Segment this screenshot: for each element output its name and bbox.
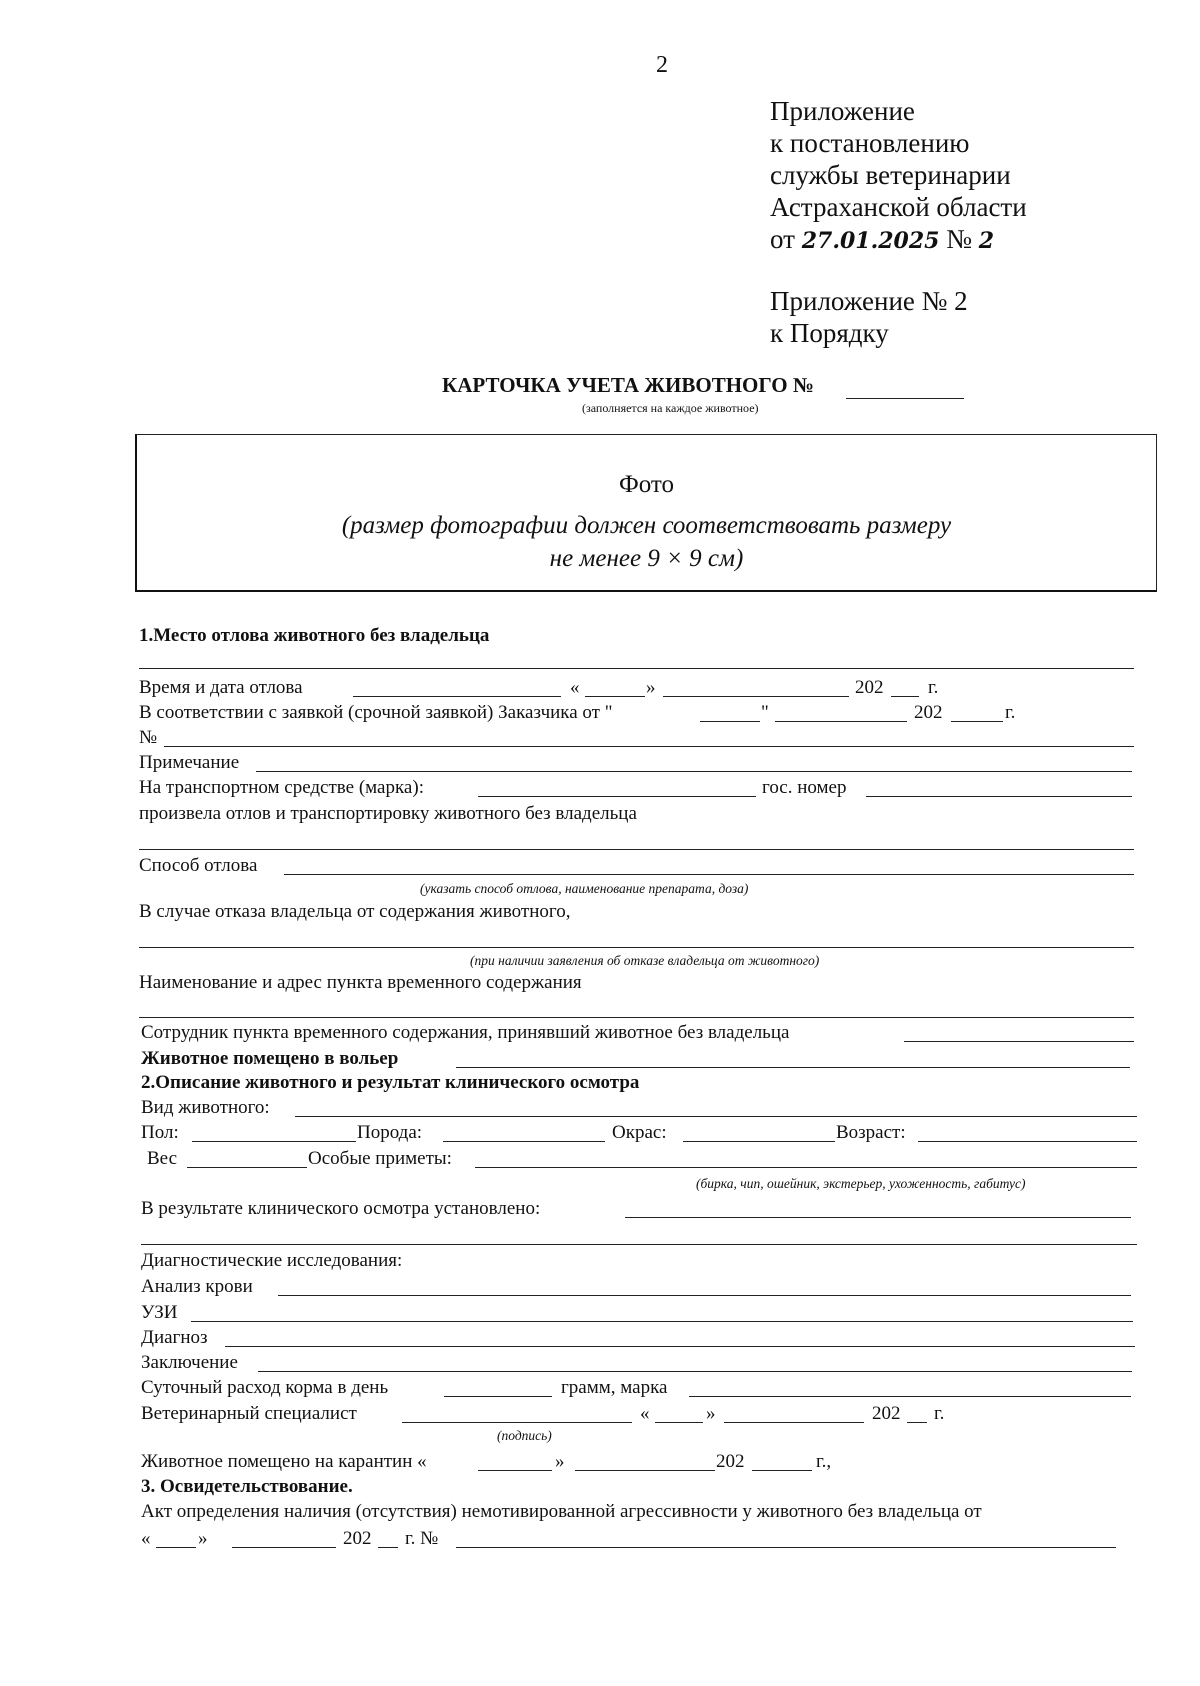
- weight-field-line: [187, 1167, 307, 1168]
- quote-open: «: [570, 677, 580, 698]
- age-field-line: [918, 1141, 1137, 1142]
- section2-heading: 2.Описание животного и результат клинического осмотра: [141, 1072, 640, 1093]
- exam-label: В результате клинического осмотра установлено:: [141, 1198, 541, 1219]
- number-label: №: [946, 224, 972, 254]
- gos-field-line: [866, 796, 1132, 797]
- quarantine-day-line: [478, 1470, 552, 1471]
- year-suffix: г.: [934, 1403, 945, 1424]
- request-year-line: [951, 721, 1003, 722]
- transport-label: На транспортном средстве (марка):: [139, 777, 424, 798]
- feed-label: Суточный расход корма в день: [141, 1377, 389, 1398]
- exam-field-line: [625, 1217, 1131, 1218]
- appendix-line: к постановлению: [770, 128, 970, 158]
- photo-note-line: (размер фотографии должен соответствовать размеру: [341, 512, 952, 539]
- time-field-line: [353, 696, 561, 697]
- species-field-line: [295, 1116, 1137, 1117]
- date-prefix: от: [770, 224, 795, 254]
- conclusion-field-line: [258, 1371, 1132, 1372]
- blood-field-line: [278, 1295, 1131, 1296]
- uzi-label: УЗИ: [141, 1302, 178, 1323]
- quarantine-month-line: [575, 1470, 715, 1471]
- method-field-line: [284, 874, 1134, 875]
- enclosure-field-line: [456, 1067, 1130, 1068]
- act-suffix: г. №: [405, 1528, 439, 1549]
- enclosure-label: Животное помещено в вольер: [141, 1048, 399, 1069]
- day-field-line: [585, 696, 645, 697]
- transport-field-line: [478, 796, 756, 797]
- weight-label: Вес: [147, 1148, 178, 1169]
- quote-open: «: [141, 1528, 151, 1549]
- sex-label: Пол:: [141, 1122, 179, 1143]
- quarantine-label: Животное помещено на карантин «: [141, 1451, 427, 1472]
- quote-close: »: [198, 1528, 208, 1549]
- feed-brand-line: [689, 1396, 1131, 1397]
- method-hint: (указать способ отлова, наименование препарата, доза): [420, 881, 749, 896]
- refusal-text: В случае отказа владельца от содержания животного,: [139, 901, 571, 922]
- number-sign: №: [139, 727, 158, 748]
- blood-label: Анализ крови: [141, 1276, 253, 1297]
- quarantine-year-line: [752, 1470, 812, 1471]
- request-month-line: [775, 721, 907, 722]
- shelter-field-line: [139, 1017, 1134, 1018]
- uzi-field-line: [191, 1321, 1133, 1322]
- quote-close: »: [706, 1403, 716, 1424]
- year-prefix: 202: [914, 702, 943, 723]
- year-prefix: 202: [855, 677, 884, 698]
- number-field-line: [164, 746, 1134, 747]
- blank-line: [139, 849, 1134, 850]
- year-prefix: 202: [343, 1528, 372, 1549]
- appendix-line: Астраханской области: [770, 192, 1027, 222]
- quote-open: «: [640, 1403, 650, 1424]
- conclusion-label: Заключение: [141, 1352, 238, 1373]
- vet-year-line: [907, 1422, 927, 1423]
- quote-close: »: [646, 677, 656, 698]
- exam-field-line-2: [141, 1244, 1137, 1245]
- card-number-line: [846, 398, 964, 399]
- diagnosis-label: Диагноз: [141, 1327, 208, 1348]
- gos-label: гос. номер: [762, 777, 847, 798]
- act-day-line: [156, 1547, 196, 1548]
- method-label: Способ отлова: [139, 855, 258, 876]
- feed-mid: грамм, марка: [561, 1377, 668, 1398]
- vet-month-line: [724, 1422, 864, 1423]
- breed-field-line: [443, 1141, 605, 1142]
- quarantine-suffix: г.,: [816, 1451, 832, 1472]
- photo-title: Фото: [618, 471, 675, 498]
- diagnosis-field-line: [225, 1346, 1135, 1347]
- marks-label: Особые приметы:: [308, 1148, 452, 1169]
- quote-close: ": [761, 702, 769, 723]
- handwritten-number: 2: [978, 228, 995, 254]
- diagnostics-label: Диагностические исследования:: [141, 1250, 403, 1271]
- breed-label: Порода:: [357, 1122, 423, 1143]
- vet-label: Ветеринарный специалист: [141, 1403, 357, 1424]
- shelter-label: Наименование и адрес пункта временного содержания: [139, 972, 582, 993]
- appendix2-block: [770, 285, 968, 349]
- year-prefix: 202: [716, 1451, 745, 1472]
- vet-signature-line: [402, 1422, 632, 1423]
- note-label: Примечание: [139, 752, 240, 773]
- card-subtitle: (заполняется на каждое животное): [582, 401, 759, 415]
- request-day-line: [700, 721, 760, 722]
- produced-text: произвела отлов и транспортировку животного без владельца: [139, 803, 637, 824]
- act-year-line: [378, 1547, 398, 1548]
- year-field-line: [891, 696, 919, 697]
- photo-note: [137, 509, 1156, 575]
- employee-field-line: [904, 1041, 1134, 1042]
- marks-field-line: [475, 1167, 1137, 1168]
- act-text: Акт определения наличия (отсутствия) немотивированной агрессивности у животного без владельца от: [141, 1501, 982, 1522]
- color-field-line: [683, 1141, 835, 1142]
- signature-hint: (подпись): [497, 1428, 552, 1443]
- appendix-line: Приложение: [770, 96, 915, 126]
- employee-label: Сотрудник пункта временного содержания, принявший животное без владельца: [141, 1022, 790, 1043]
- color-label: Окрас:: [612, 1122, 667, 1143]
- age-label: Возраст:: [836, 1122, 906, 1143]
- request-label: В соответствии с заявкой (срочной заявкой) Заказчика от ": [139, 702, 613, 723]
- handwritten-date: 27.01.2025: [801, 228, 940, 254]
- year-suffix: г.: [1005, 702, 1016, 723]
- section3-heading: 3. Освидетельствование.: [141, 1476, 353, 1497]
- year-prefix: 202: [872, 1403, 901, 1424]
- act-number-line: [456, 1547, 1116, 1548]
- time-date-label: Время и дата отлова: [139, 677, 303, 698]
- photo-box: [135, 434, 1157, 592]
- appendix-line: службы ветеринарии: [770, 160, 1011, 190]
- blank-line: [139, 668, 1134, 669]
- appendix2-line: Приложение № 2: [770, 286, 968, 316]
- month-field-line: [663, 696, 849, 697]
- species-label: Вид животного:: [141, 1097, 270, 1118]
- appendix-block: [770, 95, 1027, 257]
- page-number: 2: [656, 52, 668, 78]
- marks-hint: (бирка, чип, ошейник, экстерьер, ухоженность, габитус): [696, 1176, 1026, 1191]
- note-field-line: [256, 771, 1132, 772]
- act-month-line: [232, 1547, 336, 1548]
- appendix2-line: к Порядку: [770, 318, 889, 348]
- vet-day-line: [655, 1422, 703, 1423]
- feed-amount-line: [444, 1396, 552, 1397]
- appendix-date-line: [770, 223, 1027, 257]
- card-title: КАРТОЧКА УЧЕТА ЖИВОТНОГО №: [442, 373, 814, 397]
- sex-field-line: [192, 1141, 356, 1142]
- year-suffix: г.: [928, 677, 939, 698]
- photo-note-line: не менее 9 × 9 см): [549, 545, 744, 572]
- quote-close: »: [555, 1451, 565, 1472]
- section1-heading: 1.Место отлова животного без владельца: [139, 625, 490, 646]
- refusal-field-line: [139, 947, 1134, 948]
- refusal-hint: (при наличии заявления об отказе владельца от животного): [470, 953, 820, 968]
